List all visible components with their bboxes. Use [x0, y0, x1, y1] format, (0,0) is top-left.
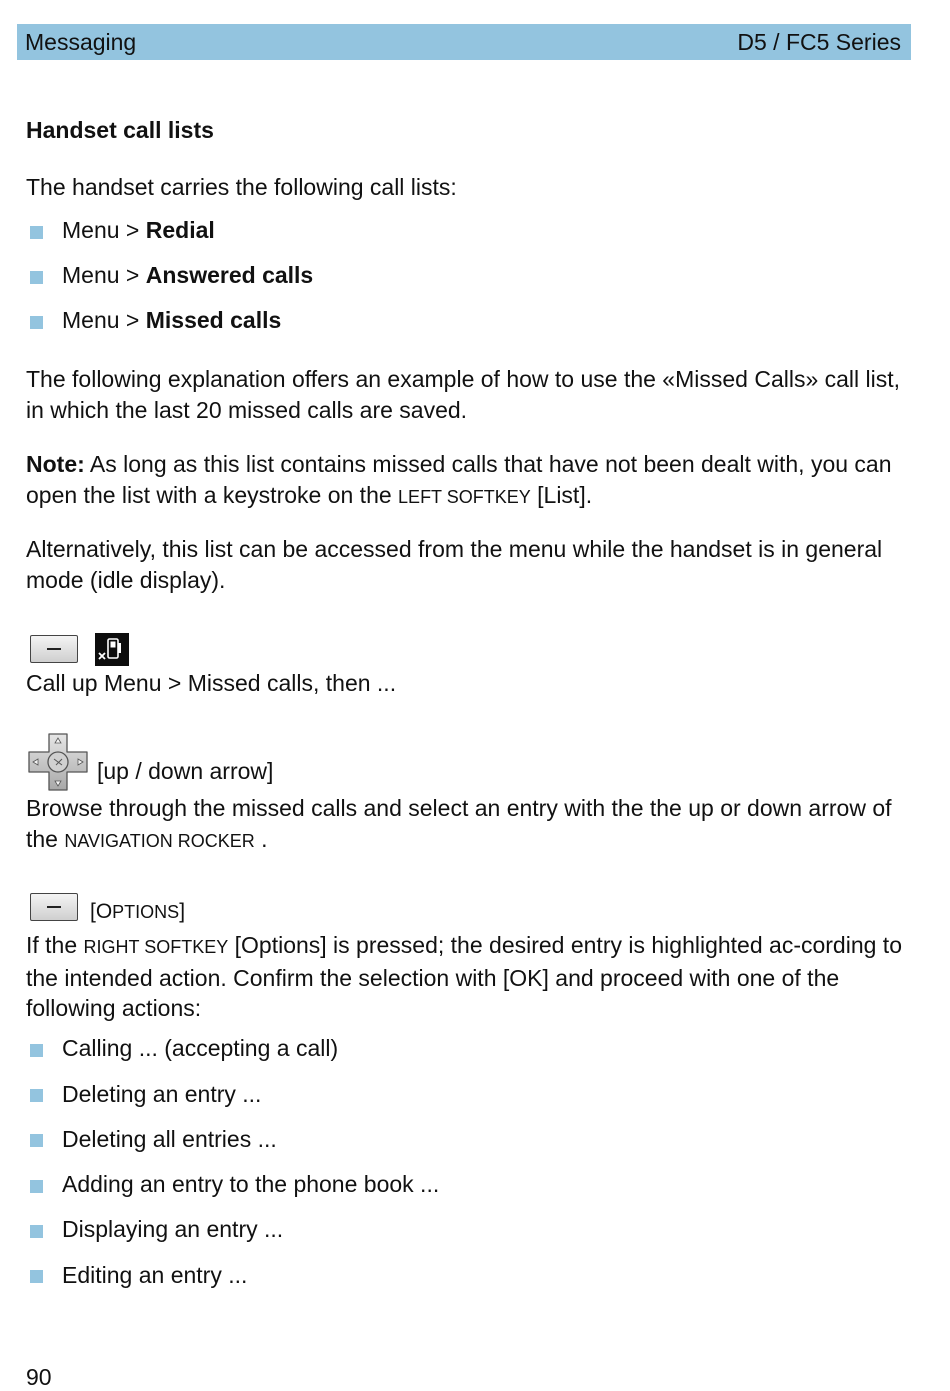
right-softkey-icon [30, 893, 78, 921]
header-product: D5 / FC5 Series [737, 28, 901, 55]
bullet-marker [30, 1134, 43, 1147]
action-item: Deleting all entries ... [62, 1126, 277, 1152]
explanation-text: The following explanation offers an example of how to use the «Missed Calls» call list, in which the last 20 missed calls are saved. [26, 366, 901, 423]
action-item: Deleting an entry ... [62, 1081, 262, 1107]
left-softkey-icon [30, 635, 78, 663]
step3-text: If the RIGHT SOFTKEY [Options] is pressed; the desired entry is highlighted ac-cording to the intended action. Confirm the selection with [OK] and proceed with one of the following actions: [26, 932, 902, 1021]
bullet-marker [30, 1089, 43, 1102]
call-list-item: Menu > Answered calls [62, 262, 314, 288]
page-title: Handset call lists [26, 117, 214, 143]
intro-text: The handset carries the following call lists: [26, 174, 457, 200]
step2-caption: [up / down arrow] [97, 758, 274, 784]
page-number: 90 [26, 1364, 52, 1390]
bullet-marker [30, 316, 43, 329]
mute-icon [95, 633, 129, 666]
action-item: Displaying an entry ... [62, 1216, 284, 1242]
bullet-marker [30, 1044, 43, 1057]
call-list-item: Menu > Missed calls [62, 307, 282, 333]
action-item: Editing an entry ... [62, 1262, 248, 1288]
bullet-marker [30, 1180, 43, 1193]
note-text: Note: As long as this list contains missed calls that have not been dealt with, you can open the list with a keystroke on the LEFT SOFTKEY [List]. [26, 451, 892, 508]
header-section: Messaging [25, 28, 137, 55]
action-item: Adding an entry to the phone book ... [62, 1171, 440, 1197]
bullet-marker [30, 1270, 43, 1283]
bullet-marker [30, 1225, 43, 1238]
navigation-rocker-icon [27, 732, 89, 792]
bullet-marker [30, 271, 43, 284]
call-list-item: Menu > Redial [62, 217, 215, 243]
step3-caption: [OPTIONS] [90, 900, 186, 923]
action-item: Calling ... (accepting a call) [62, 1035, 339, 1061]
bullet-marker [30, 226, 43, 239]
page-header [17, 24, 911, 60]
alternative-text: Alternatively, this list can be accessed from the menu while the handset is in general mode (idle display). [26, 536, 883, 593]
step1-text: Call up Menu > Missed calls, then ... [26, 670, 397, 696]
step2-text: Browse through the missed calls and select an entry with the the up or down arrow of the NAVIGATION ROCKER . [26, 795, 892, 852]
